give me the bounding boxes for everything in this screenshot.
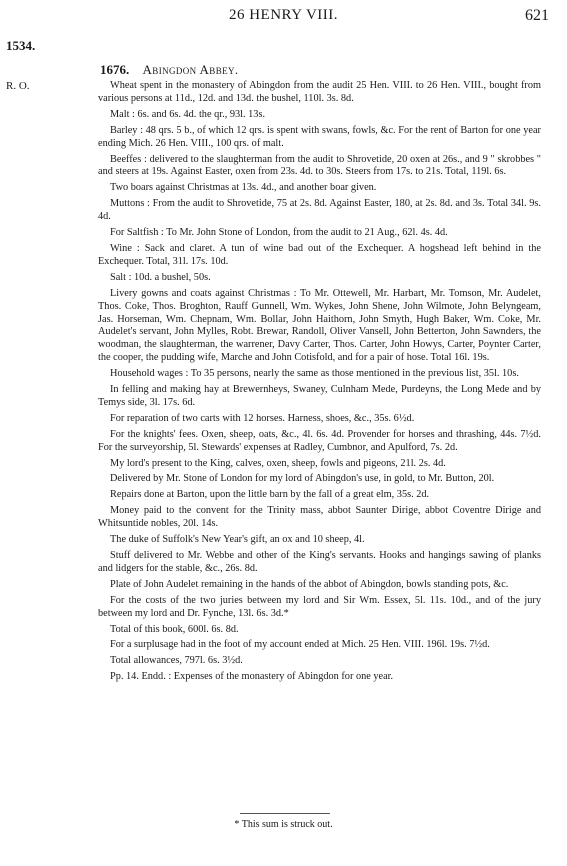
paragraph-hay: In felling and making hay at Brewernheys, Swaney, Culnham Mede, Purdeyns, the Long Mede and by Temys side, 3l. 17s. 6d. (98, 384, 541, 408)
paragraph-knights-fees: For the knights' fees. Oxen, sheep, oats, &c., 4l. 6s. 4d. Provender for horses and thrashing, 44s. 7½d. For the surveyorship, 5l. Stewards' expenses at Radley, Cumbnor, and Apulford, 7s. 2d. (98, 428, 541, 453)
paragraph-surplusage: For a surplusage had in the foot of my account ended at Mich. 25 Hen. VIII. 196l. 19s. 7½d. (110, 639, 490, 651)
paragraph-malt: Malt : 6s. and 6s. 4d. the qr., 93l. 13s. (110, 108, 266, 120)
paragraph-plate: Plate of John Audelet remaining in the hands of the abbot of Abingdon, bowls standing pots, &c. (110, 578, 509, 590)
footnote-rule (240, 813, 330, 814)
paragraph-stuff: Stuff delivered to Mr. Webbe and other of the King's servants. Hooks and hangings sawing of planks and lidgers for the stable, &c., 26s. 8d. (98, 550, 541, 574)
paragraph-muttons: Muttons : From the audit to Shrovetide, 75 at 2s. 8d. Against Easter, 180, at 2s. 8d. and 3s. Total 34l. 9s. 4d. (98, 198, 541, 223)
footnote: * This sum is struck out. (234, 819, 333, 830)
paragraph-carts: For reparation of two carts with 12 horses. Harness, shoes, &c., 35s. 6½d. (110, 412, 415, 424)
paragraph-barley: Barley : 48 qrs. 5 b., of which 12 qrs. is spent with swans, fowls, &c. For the rent of Barton for one year ending Mich. 26 Hen. VIII., 100 qrs. of malt. (98, 124, 541, 149)
running-header (0, 5, 567, 27)
entry-number: 1676. (100, 62, 130, 77)
paragraph-beeffes: Beeffes : delivered to the slaughterman from the audit to Shrovetide, 20 oxen at 26s., and 9 " skrobbes " and steers at 19s. Against Easter, oxen from 23s. 4d. to 30s. Steers from 17s. to 21s. Total, 119l. 6s. (98, 153, 541, 178)
entry-title: Abingdon Abbey. (142, 62, 239, 77)
entry-heading (100, 62, 239, 78)
paragraph-suffolk-gift: The duke of Suffolk's New Year's gift, an ox and 10 sheep, 4l. (110, 534, 365, 546)
paragraph-wine: Wine : Sack and claret. A tun of wine bad out of the Exchequer. A hogshead left behind in the Exchequer. Total, 31l. 17s. 10d. (98, 242, 541, 267)
paragraph-boars: Two boars against Christmas at 13s. 4d., and another boar given. (110, 182, 377, 194)
paragraph-livery: Livery gowns and coats against Christmas : To Mr. Ottewell, Mr. Harbart, Mr. Tomson, Mr. Audelet, Thos. Coke, Thos. Broghton, Rauff Gunnell, Wm. Wykes, John Shene, John Wilmote, John Belyngeam, Jas. Horseman, Wm. Chepnam, Wm. Bollar, John Haithorn, John Smyth, Hugh Baker, Wm. Coke, Mr. Audelet's servant, John Mylles, Robt. Brewar, Randoll, Oliver Vansell, John Betterton, John Sawnders, the woodman, the slaughterman, the warrener, Davy Carter, Thos. Carter, John Howys, Carter, Poynter Carter, the cooper, the pudding wife, Marche and John Cotisfold, and for a pair of hose. Total 16l. 19s. (98, 287, 541, 364)
margin-source: R. O. (6, 80, 30, 92)
paragraph-total-book: Total of this book, 600l. 6s. 8d. (110, 623, 239, 635)
paragraph-saltfish: For Saltfish : To Mr. John Stone of London, from the audit to 21 Aug., 62l. 4s. 4d. (110, 227, 448, 239)
paragraph-household-wages: Household wages : To 35 persons, nearly the same as those mentioned in the previous list, 35l. 10s. (110, 368, 519, 380)
paragraph-repairs: Repairs done at Barton, upon the little barn by the fall of a great elm, 35s. 2d. (110, 489, 430, 501)
running-title: 26 HENRY VIII. (228, 7, 339, 23)
paragraph-present-to-king: My lord's present to the King, calves, oxen, sheep, fowls and pigeons, 21l. 2s. 4d. (110, 457, 446, 469)
entry-body (98, 80, 541, 687)
paragraph-delivered-stone: Delivered by Mr. Stone of London for my lord of Abingdon's use, in gold, to Mr. Button, 20l. (110, 473, 495, 485)
paragraph-total-allowances: Total allowances, 797l. 6s. 3½d. (110, 655, 243, 667)
paragraph-endorsement: Pp. 14. Endd. : Expenses of the monastery of Abingdon for one year. (110, 671, 394, 683)
paragraph-convent: Money paid to the convent for the Trinity mass, abbot Saunter Dirige, abbot Coventre Dirige and Whitsuntide nobles, 20l. 14s. (98, 505, 541, 530)
page-number: 621 (525, 7, 549, 24)
margin-year: 1534. (6, 38, 36, 53)
paragraph-wheat: Wheat spent in the monastery of Abingdon from the audit 25 Hen. VIII. to 26 Hen. VIII., bought from various persons at 11d., 12d. and 13d. the bushel, 110l. 3s. 8d. (98, 80, 541, 104)
paragraph-juries: For the costs of the two juries between my lord and Sir Wm. Essex, 5l. 11s. 10d., and of the jury between my lord and Dr. Fynche, 13l. 6s. 3d.* (98, 594, 541, 619)
paragraph-salt: Salt : 10d. a bushel, 50s. (110, 271, 211, 283)
